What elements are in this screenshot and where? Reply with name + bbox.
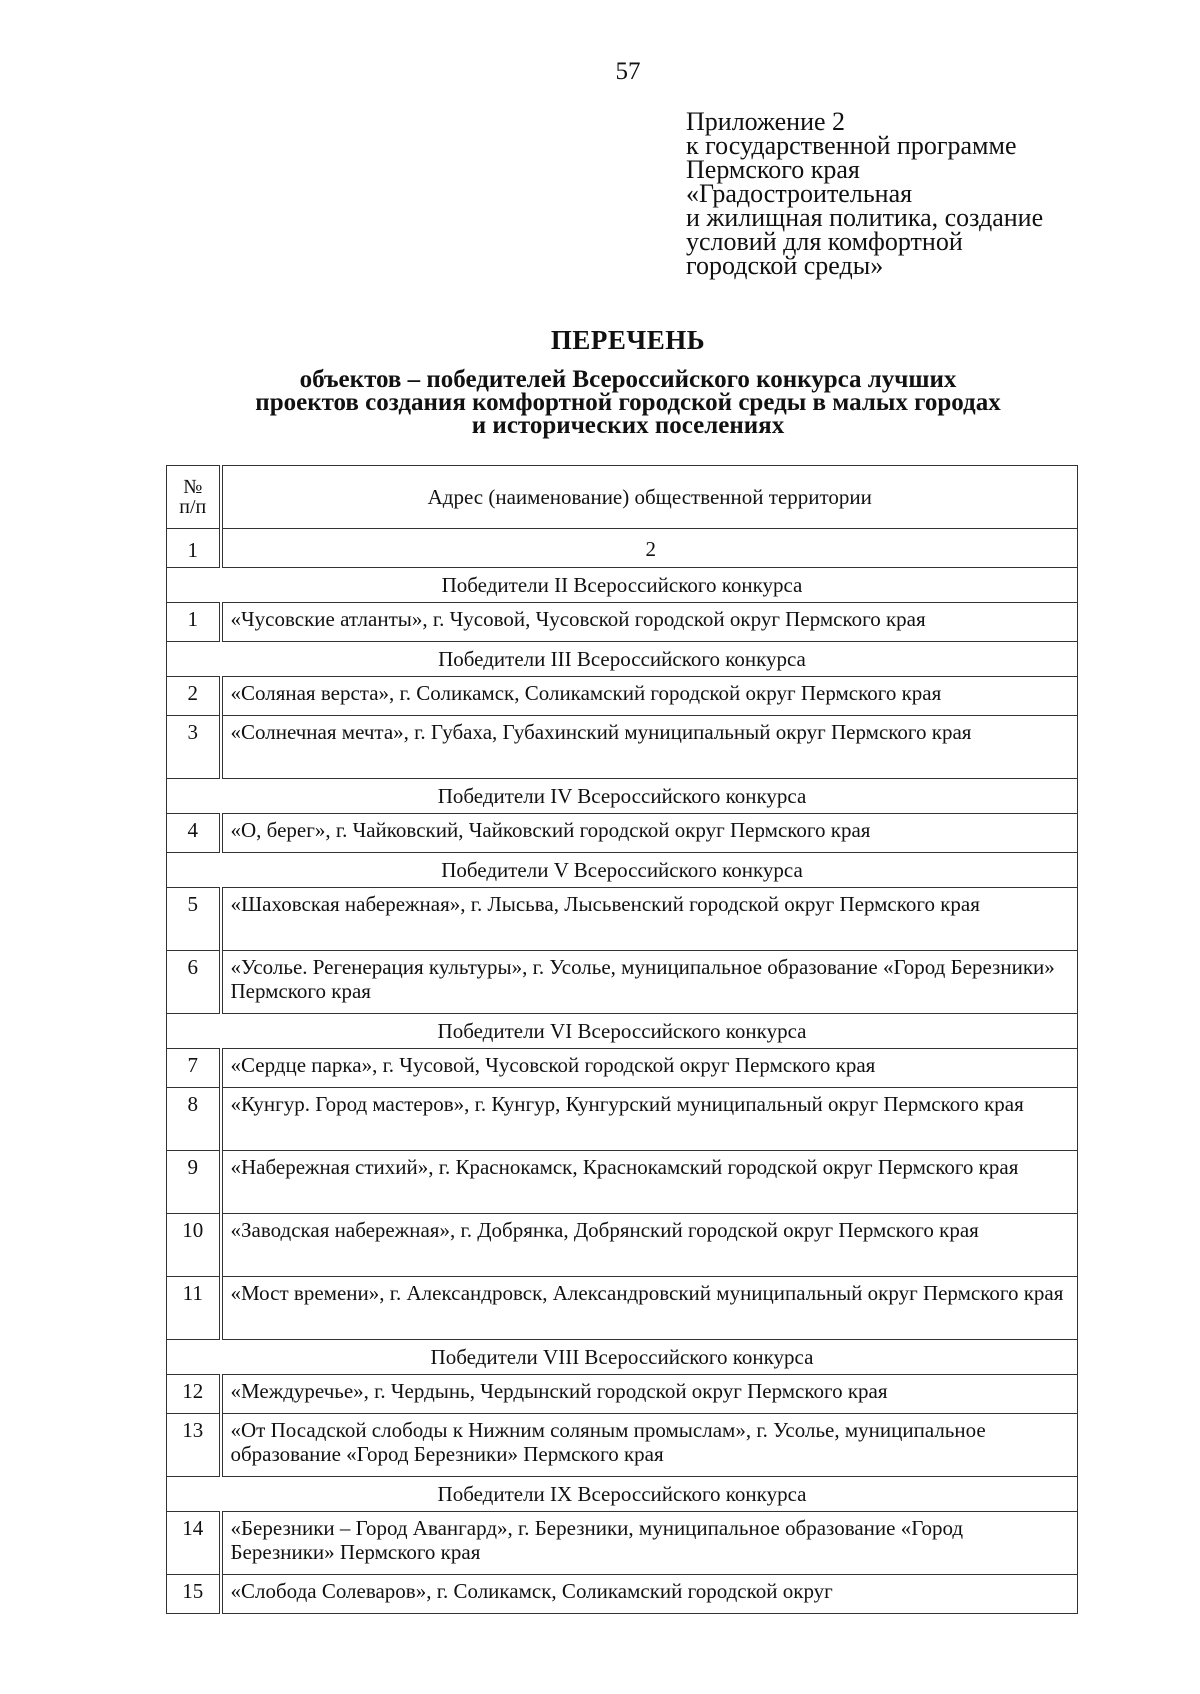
group-header-row <box>167 642 1078 677</box>
row-address: «Усолье. Регенерация культуры», г. Усолье, муниципальное образование «Город Березники» Пермского края <box>221 951 1078 1014</box>
table-row <box>167 1575 1078 1614</box>
row-number: 6 <box>167 951 221 1014</box>
group-header-row <box>167 568 1078 603</box>
table-row <box>167 1277 1078 1340</box>
row-address: «Слобода Солеваров», г. Соликамск, Соликамский городской округ <box>221 1575 1078 1614</box>
table-row <box>167 951 1078 1014</box>
row-address: «Соляная верста», г. Соликамск, Соликамский городской округ Пермского края <box>221 677 1078 716</box>
row-address: «Кунгур. Город мастеров», г. Кунгур, Кунгурский муниципальный округ Пермского края <box>221 1088 1078 1151</box>
group-title: Победители V Всероссийского конкурса <box>167 853 1078 888</box>
group-header-row <box>167 1340 1078 1375</box>
group-title: Победители VIII Всероссийского конкурса <box>167 1340 1078 1375</box>
row-number: 12 <box>167 1375 221 1414</box>
table-row <box>167 1375 1078 1414</box>
row-address: «Сердце парка», г. Чусовой, Чусовской городской округ Пермского края <box>221 1049 1078 1088</box>
objects-table <box>166 465 1078 1614</box>
row-number: 11 <box>167 1277 221 1340</box>
group-title: Победители IX Всероссийского конкурса <box>167 1477 1078 1512</box>
appendix-line: и жилищная политика, создание <box>686 203 1044 232</box>
column-number-cell: 1 <box>167 529 221 568</box>
subtitle-line: проектов создания комфортной городской среды в малых городах <box>255 389 1001 416</box>
row-address: «Березники – Город Авангард», г. Березники, муниципальное образование «Город Березники» Пермского края <box>221 1512 1078 1575</box>
row-number: 2 <box>167 677 221 716</box>
table-row <box>167 814 1078 853</box>
row-number: 7 <box>167 1049 221 1088</box>
subtitle-line: объектов – победителей Всероссийского конкурса лучших <box>299 366 957 393</box>
group-header-row <box>167 779 1078 814</box>
table-row <box>167 603 1078 642</box>
row-number: 1 <box>167 603 221 642</box>
table-row <box>167 1088 1078 1151</box>
row-number: 14 <box>167 1512 221 1575</box>
row-address: «Заводская набережная», г. Добрянка, Добрянский городской округ Пермского края <box>221 1214 1078 1277</box>
row-address: «Набережная стихий», г. Краснокамск, Краснокамский городской округ Пермского края <box>221 1151 1078 1214</box>
row-address: «Солнечная мечта», г. Губаха, Губахинский муниципальный округ Пермского края <box>221 716 1078 779</box>
row-number: 3 <box>167 716 221 779</box>
document-title: ПЕРЕЧЕНЬ <box>550 325 706 355</box>
column-numbers-row <box>167 529 1078 568</box>
appendix-line: Пермского края <box>686 155 860 184</box>
group-header-row <box>167 1477 1078 1512</box>
subtitle-line: и исторических поселениях <box>471 412 785 439</box>
table-row <box>167 677 1078 716</box>
appendix-line: условий для комфортной <box>686 227 963 256</box>
table-row <box>167 1414 1078 1477</box>
document-subtitle <box>0 368 1200 437</box>
table-row <box>167 1512 1078 1575</box>
group-title: Победители VI Всероссийского конкурса <box>167 1014 1078 1049</box>
appendix-line: Приложение 2 <box>686 107 846 136</box>
row-number: 9 <box>167 1151 221 1214</box>
table-row <box>167 1151 1078 1214</box>
row-number: 4 <box>167 814 221 853</box>
row-number: 13 <box>167 1414 221 1477</box>
appendix-line: к государственной программе <box>686 131 1017 160</box>
row-address: «Междуречье», г. Чердынь, Чердынский городской округ Пермского края <box>221 1375 1078 1414</box>
table-row <box>167 716 1078 779</box>
header-address-cell: Адрес (наименование) общественной территории <box>221 466 1078 529</box>
header-number-cell: № п/п <box>167 466 221 529</box>
group-title: Победители III Всероссийского конкурса <box>167 642 1078 677</box>
row-address: «Чусовские атланты», г. Чусовой, Чусовской городской округ Пермского края <box>221 603 1078 642</box>
page-number: 57 <box>615 58 641 85</box>
row-number: 15 <box>167 1575 221 1614</box>
group-title: Победители IV Всероссийского конкурса <box>167 779 1078 814</box>
group-header-row <box>167 853 1078 888</box>
table-header-row <box>167 466 1078 529</box>
appendix-line: городской среды» <box>686 251 884 280</box>
row-address: «От Посадской слободы к Нижним соляным промыслам», г. Усолье, муниципальное образование «Город Березники» Пермского края <box>221 1414 1078 1477</box>
row-number: 5 <box>167 888 221 951</box>
table-row <box>167 1049 1078 1088</box>
table-row <box>167 1214 1078 1277</box>
appendix-line: «Градостроительная <box>686 179 913 208</box>
group-title: Победители II Всероссийского конкурса <box>167 568 1078 603</box>
row-number: 10 <box>167 1214 221 1277</box>
row-address: «О, берег», г. Чайковский, Чайковский городской округ Пермского края <box>221 814 1078 853</box>
row-address: «Шаховская набережная», г. Лысьва, Лысьвенский городской округ Пермского края <box>221 888 1078 951</box>
table-row <box>167 888 1078 951</box>
group-header-row <box>167 1014 1078 1049</box>
row-number: 8 <box>167 1088 221 1151</box>
row-address: «Мост времени», г. Александровск, Александровский муниципальный округ Пермского края <box>221 1277 1078 1340</box>
appendix-note <box>686 107 1044 280</box>
column-number-cell: 2 <box>221 529 1078 568</box>
